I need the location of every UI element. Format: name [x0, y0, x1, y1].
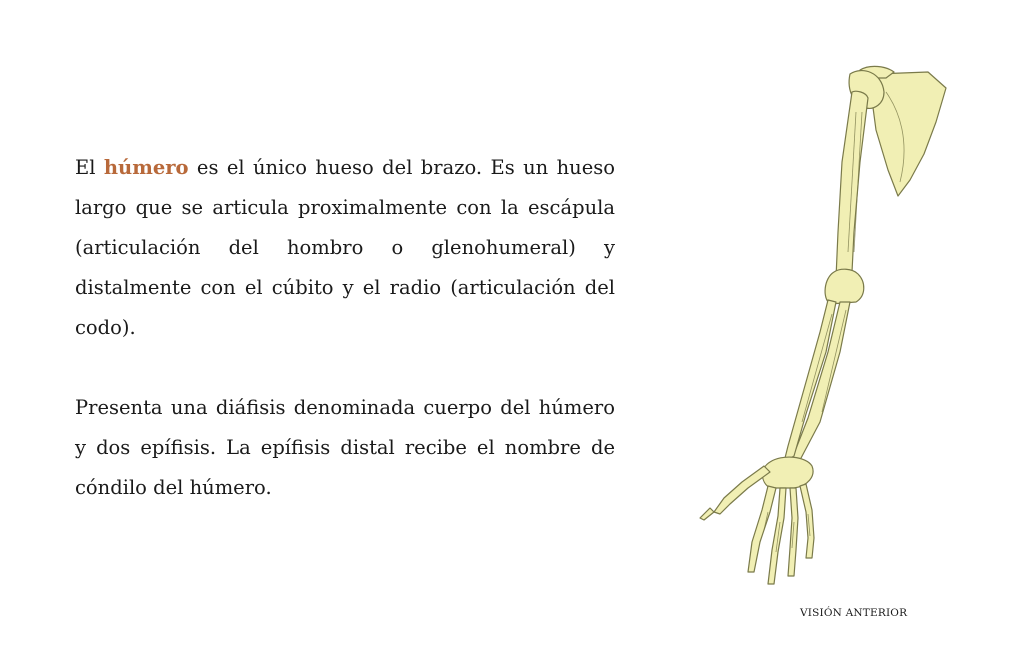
paragraph-rest: es el único hueso del brazo. Es un hueso largo que se articula proximalmente con la escápula (articulación del hombro o glenohumeral) y distalmente con el cúbito y el radio (articulación del codo). — [75, 156, 616, 339]
illustration-caption: VISIÓN ANTERIOR — [800, 607, 908, 619]
arm-skeleton-icon — [690, 52, 960, 597]
paragraph-humero-intro — [75, 148, 615, 348]
paragraph-diafisis: Presenta una diáfisis denominada cuerpo del húmero y dos epífisis. La epífisis distal recibe el nombre de cóndilo del húmero. — [75, 396, 615, 499]
term-humero: húmero — [103, 156, 189, 179]
description-text — [75, 148, 615, 508]
thumb-shape — [714, 466, 770, 514]
humerus-condyle-shape — [825, 269, 864, 304]
finger-little-shape — [800, 484, 814, 558]
paragraph-lead: El — [75, 156, 104, 179]
